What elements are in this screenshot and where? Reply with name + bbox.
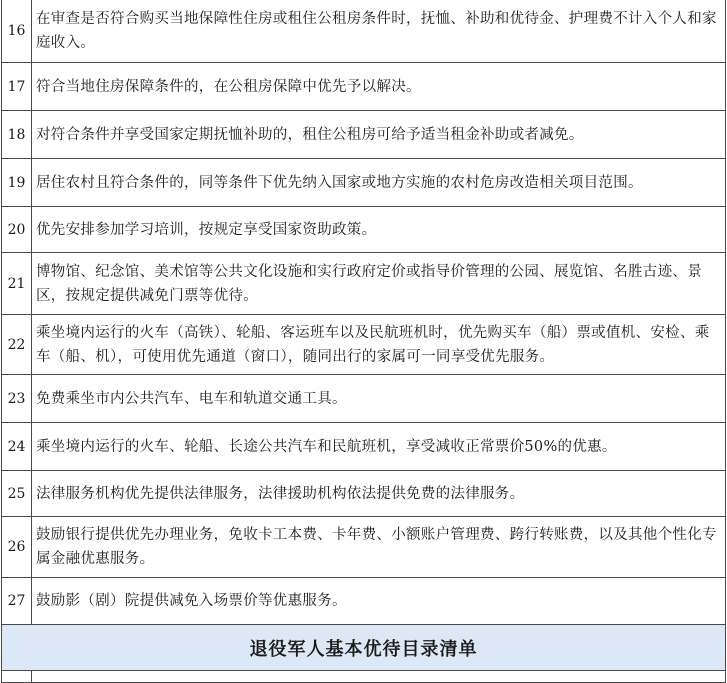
table-row xyxy=(2,159,726,207)
row-number: 26 xyxy=(2,517,32,578)
row-number: 16 xyxy=(2,0,32,63)
row-text: 鼓励银行提供优先办理业务，免收卡工本费、卡年费、小额账户管理费、跨行转账费，以及其他个性化专属金融优惠服务。 xyxy=(32,517,726,578)
table-row xyxy=(2,375,726,423)
row-text: 法律服务机构优先提供法律服务，法律援助机构依法提供免费的法律服务。 xyxy=(32,471,726,517)
table-row xyxy=(2,253,726,315)
section-header-row xyxy=(2,625,726,671)
row-number: 22 xyxy=(2,315,32,375)
row-number: 19 xyxy=(2,159,32,207)
row-number: 18 xyxy=(2,111,32,159)
table-row xyxy=(2,0,726,63)
row-number: 20 xyxy=(2,207,32,253)
table-row xyxy=(2,578,726,625)
row-text-cell xyxy=(32,671,726,683)
row-text: 在审查是否符合购买当地保障性住房或租住公租房条件时，抚恤、补助和优待金、护理费不计入个人和家庭收入。 xyxy=(32,0,726,63)
row-number: 17 xyxy=(2,63,32,111)
table-row xyxy=(2,517,726,578)
row-number: 23 xyxy=(2,375,32,423)
row-text: 优先安排参加学习培训，按规定享受国家资助政策。 xyxy=(32,207,726,253)
benefits-table xyxy=(1,0,726,683)
table-row xyxy=(2,315,726,375)
row-text: 对符合条件并享受国家定期抚恤补助的，租住公租房可给予适当租金补助或者减免。 xyxy=(32,111,726,159)
row-text: 鼓励影（剧）院提供减免入场票价等优惠服务。 xyxy=(32,578,726,625)
row-number: 25 xyxy=(2,471,32,517)
row-text: 乘坐境内运行的火车（高铁）、轮船、客运班车以及民航班机时，优先购买车（船）票或值机、安检、乘车（船、机），可使用优先通道（窗口），随同出行的家属可一同享受优先服务。 xyxy=(32,315,726,375)
table-row xyxy=(2,471,726,517)
row-number: 27 xyxy=(2,578,32,625)
section-title: 退役军人基本优待目录清单 xyxy=(2,625,726,671)
row-text: 符合当地住房保障条件的，在公租房保障中优先予以解决。 xyxy=(32,63,726,111)
row-text: 免费乘坐市内公共汽车、电车和轨道交通工具。 xyxy=(32,375,726,423)
row-text: 博物馆、纪念馆、美术馆等公共文化设施和实行政府定价或指导价管理的公园、展览馆、名胜古迹、景区，按规定提供减免门票等优待。 xyxy=(32,253,726,315)
table-row xyxy=(2,207,726,253)
row-number: 21 xyxy=(2,253,32,315)
table-row xyxy=(2,423,726,471)
row-number-cell xyxy=(2,671,32,683)
row-text: 乘坐境内运行的火车、轮船、长途公共汽车和民航班机，享受减收正常票价50%的优惠。 xyxy=(32,423,726,471)
row-number: 24 xyxy=(2,423,32,471)
table-row xyxy=(2,63,726,111)
table-row xyxy=(2,111,726,159)
table-row xyxy=(2,671,726,683)
row-text: 居住农村且符合条件的，同等条件下优先纳入国家或地方实施的农村危房改造相关项目范围。 xyxy=(32,159,726,207)
